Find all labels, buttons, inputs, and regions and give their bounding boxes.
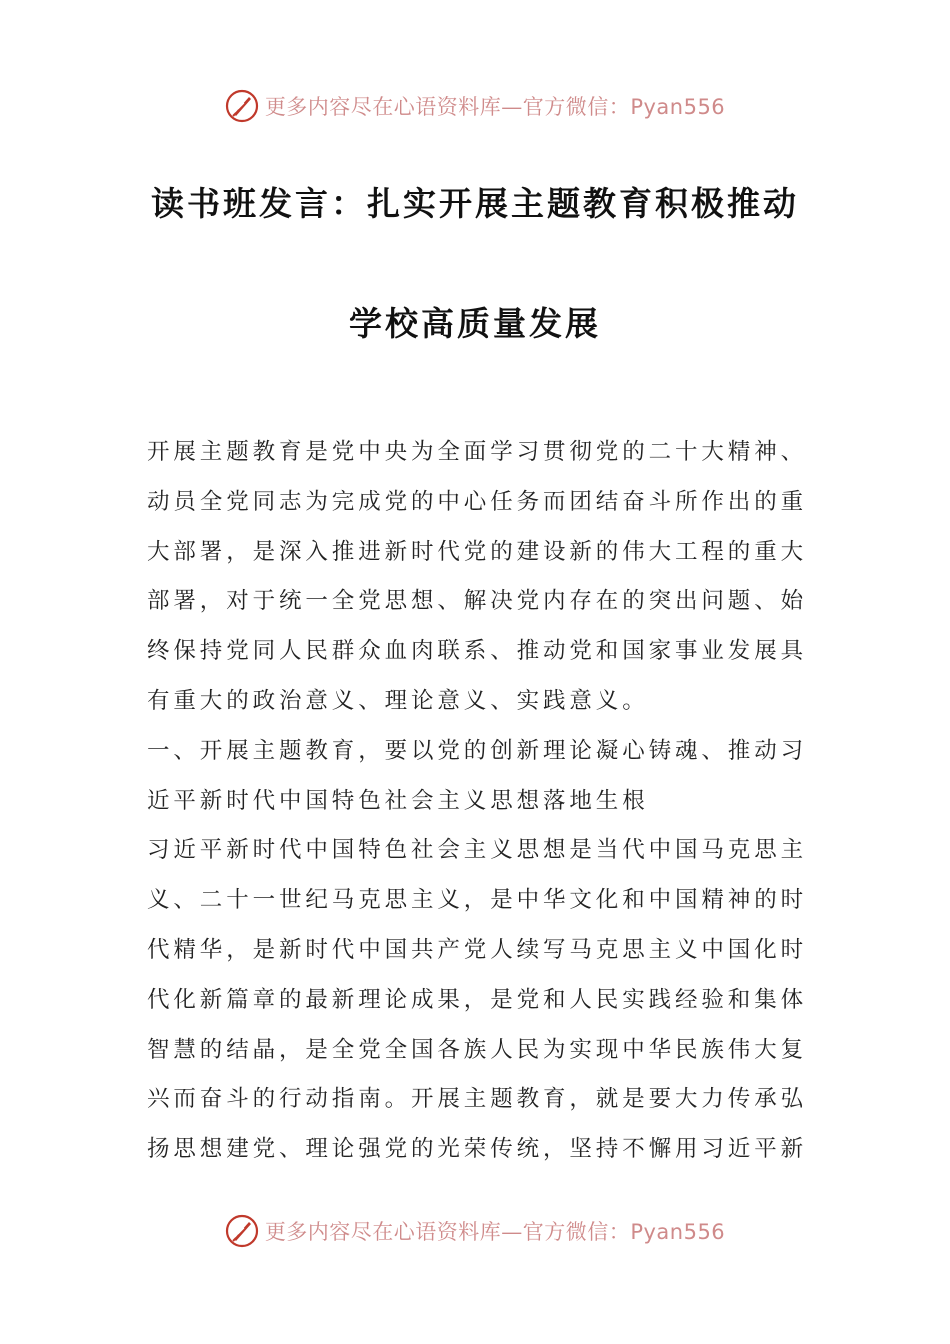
watermark-text: 更多内容尽在心语资料库—官方微信：Pyan556 — [264, 1220, 726, 1244]
watermark-header — [0, 84, 950, 128]
paragraph-section-1: 习近平新时代中国特色社会主义思想是当代中国马克思主义、二十一世纪马克思主义，是中华文化和中国精神的时代精华，是新时代中国共产党人续写马克思主义中国化时代化新篇章的最新理论成果，是党和人民实践经验和集体智慧的结晶，是全党全国各族人民为实现中华民族伟大复兴而奋斗的行动指南。开展主题教育，就是要大力传承弘扬思想建党、理论强党的光荣传统，坚持不懈用习近平新 — [147, 837, 808, 1163]
wechat-id: Pyan556 — [630, 95, 726, 119]
quill-logo-icon — [225, 1214, 259, 1248]
document-title-line-1: 读书班发言：扎实开展主题教育积极推动 — [151, 184, 799, 223]
watermark-text: 更多内容尽在心语资料库—官方微信：Pyan556 — [264, 95, 726, 119]
document-body — [147, 428, 817, 1175]
document-title-line-2: 学校高质量发展 — [349, 304, 601, 343]
wechat-id: Pyan556 — [630, 1220, 726, 1244]
quill-logo-icon — [225, 89, 259, 123]
watermark-footer — [0, 1209, 950, 1253]
section-heading-1: 一、开展主题教育，要以党的创新理论凝心铸魂、推动习近平新时代中国特色社会主义思想落地生根 — [147, 737, 808, 814]
paragraph-intro: 开展主题教育是党中央为全面学习贯彻党的二十大精神、动员全党同志为完成党的中心任务而团结奋斗所作出的重大部署，是深入推进新时代党的建设新的伟大工程的重大部署，对于统一全党思想、解决党内存在的突出问题、始终保持党同人民群众血肉联系、推动党和国家事业发展具有重大的政治意义、理论意义、实践意义。 — [147, 439, 808, 714]
